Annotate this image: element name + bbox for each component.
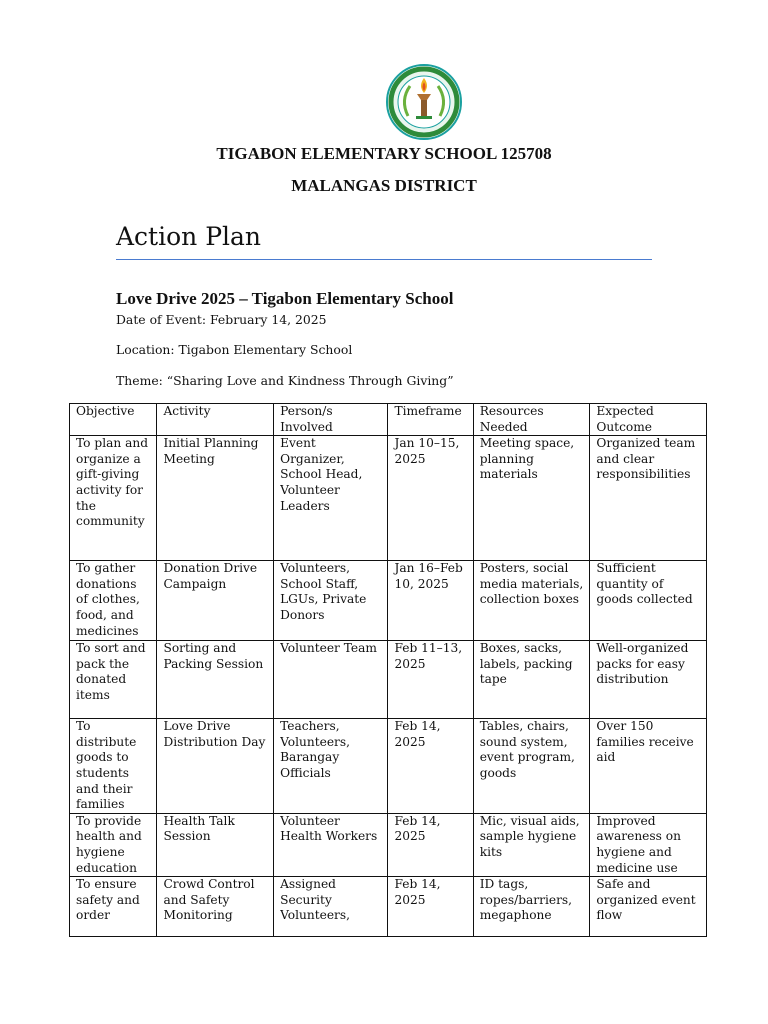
header-objective: Objective [70,404,157,436]
table-row [70,813,707,876]
table-row [70,877,707,937]
cell-persons: Assigned Security Volunteers, [274,877,388,937]
cell-outcome: Sufficient quantity of goods collected [590,561,707,641]
cell-resources: Tables, chairs, sound system, event program, goods [473,719,590,814]
table-row [70,719,707,814]
header-activity: Activity [157,404,274,436]
table-row [70,436,707,561]
school-name: TIGABON ELEMENTARY SCHOOL 125708 [216,144,552,163]
cell-activity: Sorting and Packing Session [157,641,274,719]
header-persons: Person/s Involved [274,404,388,436]
cell-resources: Meeting space, planning materials [473,436,590,561]
cell-persons: Event Organizer, School Head, Volunteer Leaders [274,436,388,561]
table-header-row [70,404,707,436]
cell-outcome: Well-organized packs for easy distribution [590,641,707,719]
table-row [70,561,707,641]
district-name: MALANGAS DISTRICT [291,176,477,195]
school-seal-logo [386,64,462,140]
cell-persons: Volunteer Health Workers [274,813,388,876]
cell-activity: Donation Drive Campaign [157,561,274,641]
cell-persons: Volunteers, School Staff, LGUs, Private Donors [274,561,388,641]
cell-resources: Posters, social media materials, collection boxes [473,561,590,641]
event-heading: Love Drive 2025 – Tigabon Elementary School [116,289,454,308]
cell-objective: To plan and organize a gift-giving activity for the community [70,436,157,561]
cell-objective: To provide health and hygiene education [70,813,157,876]
cell-activity: Initial Planning Meeting [157,436,274,561]
event-date: Date of Event: February 14, 2025 [116,312,327,327]
cell-outcome: Organized team and clear responsibilities [590,436,707,561]
cell-outcome: Safe and organized event flow [590,877,707,937]
title-underline [116,259,652,260]
cell-timeframe: Jan 10–15, 2025 [388,436,473,561]
cell-timeframe: Feb 11–13, 2025 [388,641,473,719]
cell-timeframe: Feb 14, 2025 [388,719,473,814]
cell-activity: Crowd Control and Safety Monitoring [157,877,274,937]
cell-objective: To sort and pack the donated items [70,641,157,719]
cell-objective: To ensure safety and order [70,877,157,937]
event-theme: Theme: “Sharing Love and Kindness Through Giving” [116,373,454,388]
cell-timeframe: Jan 16–Feb 10, 2025 [388,561,473,641]
cell-persons: Volunteer Team [274,641,388,719]
cell-objective: To distribute goods to students and their families [70,719,157,814]
header-outcome: Expected Outcome [590,404,707,436]
cell-resources: Mic, visual aids, sample hygiene kits [473,813,590,876]
cell-persons: Teachers, Volunteers, Barangay Officials [274,719,388,814]
document-title: Action Plan [116,222,262,251]
cell-outcome: Improved awareness on hygiene and medicine use [590,813,707,876]
cell-activity: Health Talk Session [157,813,274,876]
cell-timeframe: Feb 14, 2025 [388,813,473,876]
cell-objective: To gather donations of clothes, food, and medicines [70,561,157,641]
cell-outcome: Over 150 families receive aid [590,719,707,814]
action-plan-table [69,403,707,937]
header-resources: Resources Needed [473,404,590,436]
cell-timeframe: Feb 14, 2025 [388,877,473,937]
cell-activity: Love Drive Distribution Day [157,719,274,814]
cell-resources: ID tags, ropes/barriers, megaphone [473,877,590,937]
header-timeframe: Timeframe [388,404,473,436]
event-location: Location: Tigabon Elementary School [116,342,353,357]
cell-resources: Boxes, sacks, labels, packing tape [473,641,590,719]
table-row [70,641,707,719]
